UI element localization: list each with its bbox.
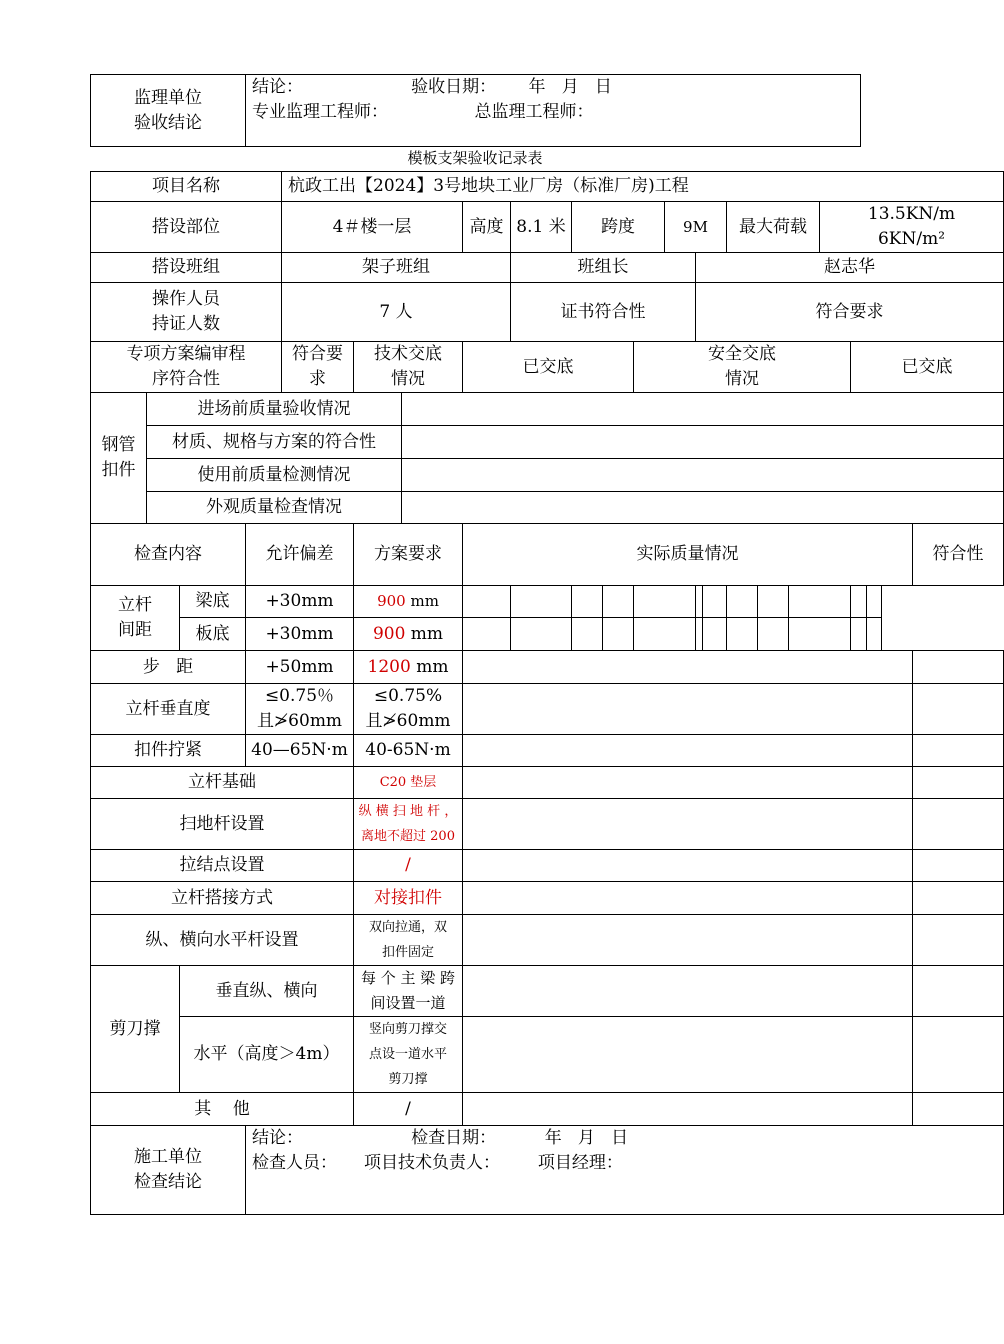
inspection-record-table: [90, 171, 1004, 1215]
steel-item: 使用前质量检测情况: [147, 459, 402, 492]
steel-item-result[interactable]: [402, 459, 1004, 492]
supervision-line-2: 专业监理工程师： 总监理工程师：: [252, 102, 594, 122]
actual-cell[interactable]: [463, 915, 913, 966]
supervision-conclusion-field[interactable]: [246, 75, 861, 147]
beam-requirement: 900 mm: [354, 586, 463, 618]
tech-briefing-value: 已交底: [463, 342, 634, 393]
actual-cell[interactable]: [789, 586, 851, 618]
tech-briefing-label: 技术交底 情况: [354, 342, 463, 393]
actual-cell[interactable]: [463, 1017, 913, 1093]
verticality-requirement: ≤0.75% 且≯60mm: [354, 684, 463, 735]
team-value: 架子班组: [282, 253, 511, 283]
actual-cell[interactable]: [789, 618, 851, 651]
steel-item: 进场前质量验收情况: [147, 393, 402, 426]
max-load-value: 13.5KN/m 6KN/m²: [820, 202, 1004, 253]
conform-cell[interactable]: [867, 618, 882, 651]
verticality-tolerance: ≤0.75％ 且≯60mm: [246, 684, 354, 735]
header-requirement: 方案要求: [354, 524, 463, 586]
actual-cell[interactable]: [727, 586, 758, 618]
header-actual: 实际质量情况: [463, 524, 913, 586]
actual-cell[interactable]: [603, 618, 634, 651]
team-label: 搭设班组: [91, 253, 282, 283]
actual-cell[interactable]: [572, 618, 603, 651]
actual-cell[interactable]: [511, 618, 572, 651]
conform-cell[interactable]: [913, 767, 1004, 799]
span-value: 9M: [665, 202, 727, 253]
steel-item-result[interactable]: [402, 393, 1004, 426]
header-content: 检查内容: [91, 524, 246, 586]
conform-cell[interactable]: [913, 651, 1004, 684]
actual-cell[interactable]: [511, 586, 572, 618]
actual-cell[interactable]: [703, 586, 727, 618]
conform-cell[interactable]: [867, 586, 882, 618]
actual-cell[interactable]: [727, 618, 758, 651]
other-requirement: /: [354, 1093, 463, 1126]
height-value: 8.1 米: [511, 202, 572, 253]
span-label: 跨度: [572, 202, 665, 253]
steel-item-result[interactable]: [402, 426, 1004, 459]
verticality-label: 立杆垂直度: [91, 684, 246, 735]
conform-cell[interactable]: [913, 684, 1004, 735]
actual-cell[interactable]: [703, 618, 727, 651]
actual-cell[interactable]: [463, 651, 913, 684]
beam-tolerance: +30mm: [246, 586, 354, 618]
plan-value: 符合要求: [282, 342, 354, 393]
conform-cell[interactable]: [913, 1017, 1004, 1093]
construction-line-2: 检查人员： 项目技术负责人： 项目经理：: [252, 1153, 623, 1173]
torque-tolerance: 40—65N·m: [246, 735, 354, 767]
actual-cell[interactable]: [634, 618, 696, 651]
site-label: 搭设部位: [91, 202, 282, 253]
cert-value: 符合要求: [696, 283, 1004, 342]
plan-label: 专项方案编审程 序符合性: [91, 342, 282, 393]
actual-cell[interactable]: [758, 618, 789, 651]
foundation-requirement: C20 垫层: [354, 767, 463, 799]
conform-cell[interactable]: [913, 882, 1004, 915]
other-label: 其 他: [91, 1093, 354, 1126]
safety-briefing-label: 安全交底 情况: [634, 342, 851, 393]
construction-line-1: 结论： 检查日期： 年 月 日: [252, 1128, 629, 1148]
height-label: 高度: [463, 202, 511, 253]
steel-item-result[interactable]: [402, 492, 1004, 524]
pole-spacing-label: 立杆 间距: [91, 586, 180, 651]
steel-fastener-label: 钢管 扣件: [91, 393, 147, 524]
project-name-label: 项目名称: [91, 172, 282, 202]
vertical-bracing-requirement: 每 个 主 梁 跨 间设置一道: [354, 966, 463, 1017]
step-tolerance: +50mm: [246, 651, 354, 684]
leader-value: 赵志华: [696, 253, 1004, 283]
sweep-pole-requirement: 纵 横 扫 地 杆 ， 离地不超过 200: [354, 799, 463, 850]
actual-cell[interactable]: [851, 618, 867, 651]
actual-cell[interactable]: [463, 767, 913, 799]
slab-bottom-label: 板底: [180, 618, 246, 651]
actual-cell[interactable]: [572, 586, 603, 618]
operators-value: 7 人: [282, 283, 511, 342]
actual-cell[interactable]: [696, 586, 703, 618]
horizontal-bracing-label: 水平（高度＞4m）: [180, 1017, 354, 1093]
actual-cell[interactable]: [463, 618, 511, 651]
operators-label: 操作人员 持证人数: [91, 283, 282, 342]
actual-cell[interactable]: [463, 586, 511, 618]
beam-bottom-label: 梁底: [180, 586, 246, 618]
torque-label: 扣件拧紧: [91, 735, 246, 767]
supervision-unit-label: 监理单位 验收结论: [91, 75, 246, 147]
horizontal-bar-label: 纵、横向水平杆设置: [91, 915, 354, 966]
step-label: 步 距: [91, 651, 246, 684]
steel-item: 外观质量检查情况: [147, 492, 402, 524]
actual-cell[interactable]: [463, 850, 913, 882]
conform-cell[interactable]: [913, 915, 1004, 966]
actual-cell[interactable]: [463, 684, 913, 735]
splice-label: 立杆搭接方式: [91, 882, 354, 915]
bracing-label: 剪刀撑: [91, 966, 180, 1093]
cert-label: 证书符合性: [511, 283, 696, 342]
torque-requirement: 40-65N·m: [354, 735, 463, 767]
actual-cell[interactable]: [463, 799, 913, 850]
horizontal-bracing-requirement: 竖向剪刀撑交 点设一道水平 剪刀撑: [354, 1017, 463, 1093]
conform-cell[interactable]: [913, 735, 1004, 767]
foundation-label: 立杆基础: [91, 767, 354, 799]
actual-cell[interactable]: [696, 618, 703, 651]
site-value: 4＃楼一层: [282, 202, 463, 253]
supervision-line-1: 结论： 验收日期： 年 月 日: [252, 77, 612, 97]
actual-cell[interactable]: [758, 586, 789, 618]
supervision-conclusion-table: [90, 74, 861, 147]
conform-cell[interactable]: [913, 799, 1004, 850]
leader-label: 班组长: [511, 253, 696, 283]
actual-cell[interactable]: [851, 586, 867, 618]
conform-cell[interactable]: [913, 966, 1004, 1017]
sweep-pole-label: 扫地杆设置: [91, 799, 354, 850]
slab-requirement: 900 mm: [354, 618, 463, 651]
safety-briefing-value: 已交底: [851, 342, 1004, 393]
horizontal-bar-requirement: 双向拉通，双 扣件固定: [354, 915, 463, 966]
header-conform: 符合性: [913, 524, 1004, 586]
construction-conclusion-field[interactable]: [246, 1126, 1004, 1215]
conform-cell[interactable]: [913, 1093, 1004, 1126]
conform-cell[interactable]: [913, 850, 1004, 882]
tie-point-requirement: /: [354, 850, 463, 882]
form-title: 模板支架验收记录表: [407, 149, 543, 167]
actual-cell[interactable]: [463, 1093, 913, 1126]
vertical-bracing-label: 垂直纵、横向: [180, 966, 354, 1017]
actual-cell[interactable]: [463, 966, 913, 1017]
max-load-label: 最大荷载: [727, 202, 820, 253]
slab-tolerance: +30mm: [246, 618, 354, 651]
splice-requirement: 对接扣件: [354, 882, 463, 915]
actual-cell[interactable]: [634, 586, 696, 618]
tie-point-label: 拉结点设置: [91, 850, 354, 882]
actual-cell[interactable]: [463, 735, 913, 767]
actual-cell[interactable]: [603, 586, 634, 618]
construction-unit-label: 施工单位 检查结论: [91, 1126, 246, 1215]
steel-item: 材质、规格与方案的符合性: [147, 426, 402, 459]
project-name-value: 杭政工出【2024】3号地块工业厂房（标准厂房)工程: [282, 172, 1004, 202]
actual-cell[interactable]: [463, 882, 913, 915]
header-tolerance: 允许偏差: [246, 524, 354, 586]
step-requirement: 1200 mm: [354, 651, 463, 684]
